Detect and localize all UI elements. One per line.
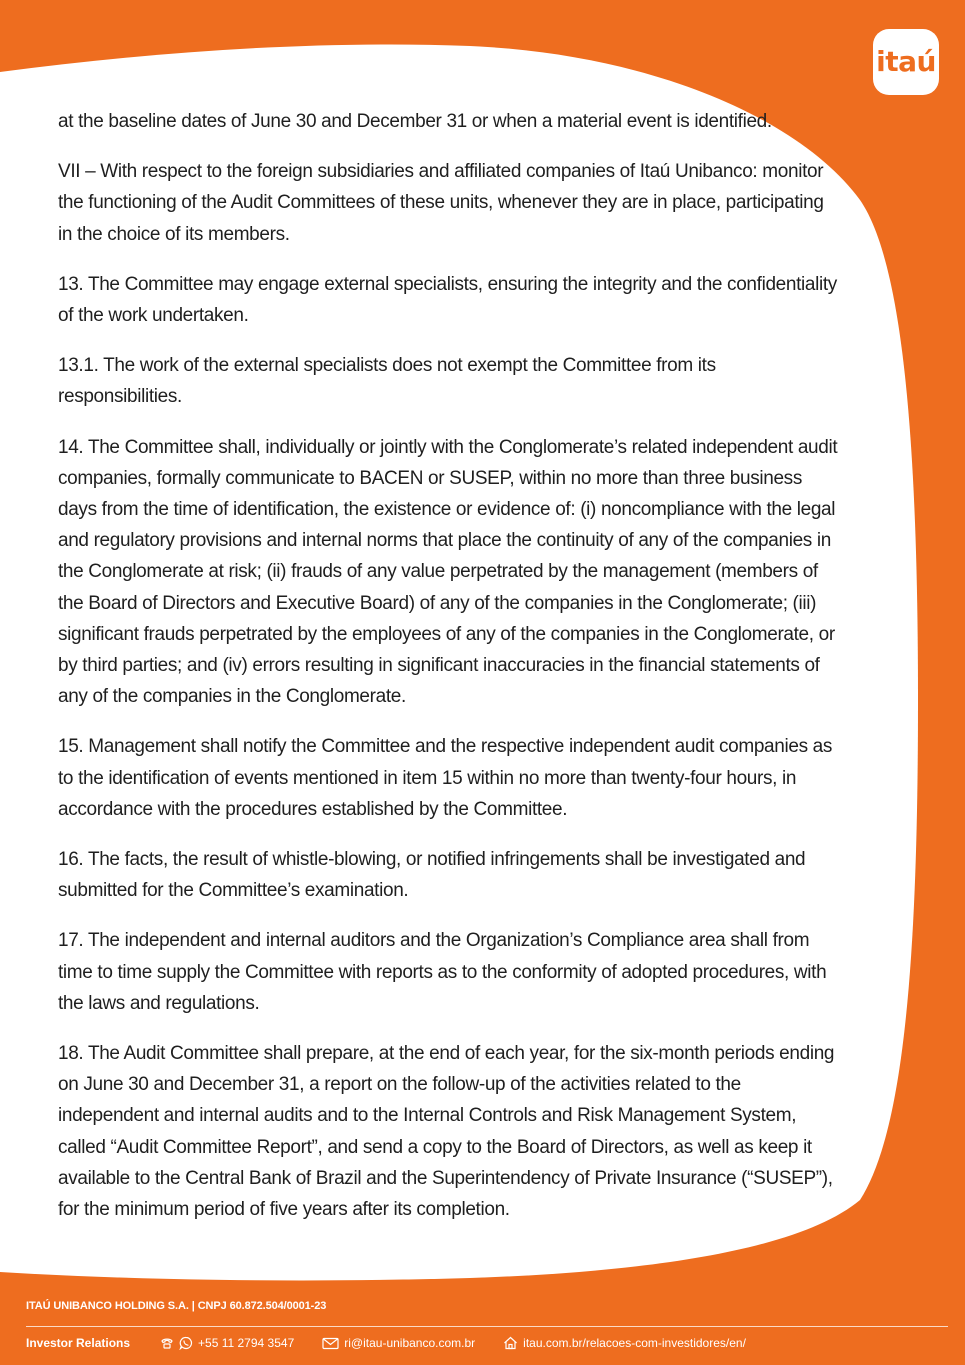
email-address: ri@itau-unibanco.com.br: [344, 1336, 476, 1350]
home-icon: [503, 1336, 518, 1350]
mail-icon: [322, 1337, 339, 1350]
itau-logo: [873, 29, 939, 95]
phone-number: +55 11 2794 3547: [198, 1336, 295, 1350]
footer-company-info: ITAÚ UNIBANCO HOLDING S.A. | CNPJ 60.872.504/0001-23: [26, 1300, 327, 1312]
paragraph-18-audit-committee-report: 18. The Audit Committee shall prepare, at the end of each year, for the six-month periods ending on June 30 and December 31, a report on the follow-up of the activities related to the independent and internal audits and to the Internal Controls and Risk Management System, called “Audit Committee Report”, and send a copy to the Board of Directors, as well as keep it available to the Central Bank of Brazil and the Superintendency of Private Insurance (“SUSEP”), for the minimum period of five years after its completion.: [58, 1043, 835, 1221]
document-body: [58, 106, 838, 1244]
logo-text: itaú: [876, 45, 936, 78]
footer-contact-bar: [26, 1334, 774, 1352]
email-contact[interactable]: [322, 1336, 475, 1350]
website-contact[interactable]: [503, 1336, 746, 1350]
whatsapp-icon: [179, 1336, 193, 1350]
paragraph-16-whistle-blowing: 16. The facts, the result of whistle-blowing, or notified infringements shall be investigated and submitted for the Committee’s examination.: [58, 849, 806, 902]
paragraph-13-external-specialists: 13. The Committee may engage external specialists, ensuring the integrity and the confidentiality of the work undertaken.: [58, 273, 837, 327]
paragraph-15-management-notification: 15. Management shall notify the Committee and the respective independent audit companies as to the identification of events mentioned in item 15 within no more than twenty-four hours, in accordance with the procedures established by the Committee.: [58, 736, 833, 820]
paragraph-baseline-dates: at the baseline dates of June 30 and December 31 or when a material event is identified.: [58, 111, 772, 132]
paragraph-13-1-specialists-responsibility: 13.1. The work of the external specialists does not exempt the Committee from its responsibilities.: [58, 355, 716, 408]
paragraph-14-communication-bacen-susep: 14. The Committee shall, individually or jointly with the Conglomerate’s related independent audit companies, formally communicate to BACEN or SUSEP, within no more than three business days from the time of identification, the existence or evidence of: (i) noncompliance with the legal and regulatory provisions and internal norms that place the continuity of any of the companies in the Conglomerate at risk; (ii) frauds of any value perpetrated by the management (members of the Board of Directors and Executive Board) of any of the companies in the Conglomerate; (iii) significant frauds perpetrated by the employees of any of the companies in the Conglomerate, or by third parties; and (iv) errors resulting in significant inaccuracies in the financial statements of any of the companies in the Conglomerate.: [58, 436, 838, 708]
footer-divider: [26, 1326, 948, 1327]
phone-icon: [160, 1336, 174, 1350]
website-url: itau.com.br/relacoes-com-investidores/en/: [523, 1336, 746, 1350]
investor-relations-label: Investor Relations: [26, 1336, 131, 1350]
paragraph-vii-foreign-subsidiaries: VII – With respect to the foreign subsidiaries and affiliated companies of Itaú Unibanco: monitor the functioning of the Audit Committees of these units, whenever they are in place, participating in the choice of its members.: [58, 161, 824, 245]
paragraph-17-auditors-reports: 17. The independent and internal auditors and the Organization’s Compliance area shall from time to time supply the Committee with reports as to the conformity of adopted procedures, with the laws and regulations.: [58, 930, 827, 1014]
phone-contact[interactable]: [160, 1336, 294, 1350]
